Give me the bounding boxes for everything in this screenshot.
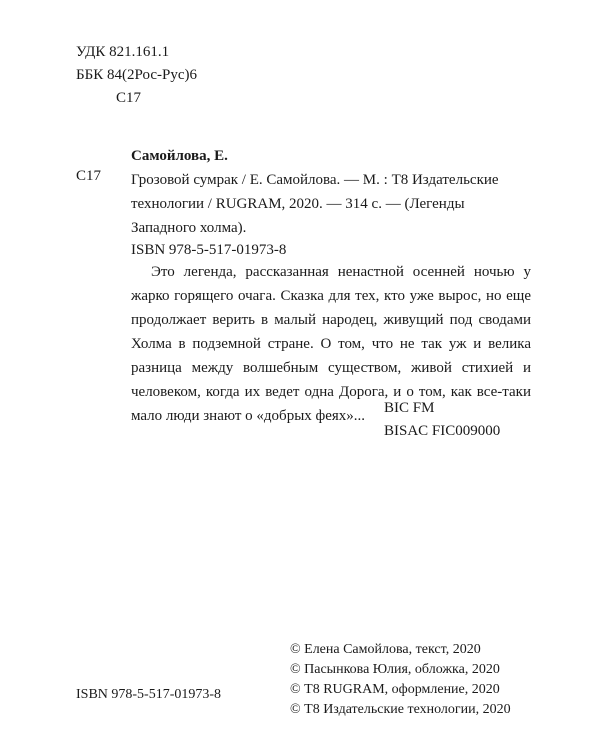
copyright-block: [290, 640, 511, 720]
classification-block: [76, 41, 197, 110]
copyright-line: © Пасынкова Юлия, обложка, 2020: [290, 662, 500, 677]
author-heading: Самойлова, Е.: [131, 148, 228, 164]
bibliographic-record: [131, 160, 531, 240]
author-sign-code: С17: [116, 90, 142, 106]
bic-code: BIC FM: [384, 400, 435, 416]
annotation-paragraph: Это легенда, рассказанная ненастной осенней ночью у жарко горящего очага. Сказка для тех, кто уже вырос, но еще продолжает верить в малый народец, живущий под сводами Холма в подземной стране. О том, что не так уж и велика разница между волшебным существом, живой стихией и человеком, когда их ведет одна Дорога, и о том, как все-таки мало люди знают о «добрых феях»...: [131, 264, 531, 424]
copyright-line: © Т8 Издательские технологии, 2020: [290, 702, 511, 717]
bibliographic-record-text: Грозовой сумрак / Е. Самойлова. — М. : Т8 Издательские технологии / RUGRAM, 2020. — 314 с. — (Легенды Западного холма).: [131, 172, 499, 236]
bbk-code: ББК 84(2Рос-Рус)6: [76, 67, 197, 83]
isbn-bottom: ISBN 978-5-517-01973-8: [76, 687, 222, 702]
isbn-top: ISBN 978-5-517-01973-8: [131, 242, 287, 258]
entry-code: С17: [76, 168, 102, 184]
copyright-line: © Т8 RUGRAM, оформление, 2020: [290, 682, 500, 697]
subject-codes: [384, 397, 500, 443]
copyright-line: © Елена Самойлова, текст, 2020: [290, 642, 481, 657]
bisac-code: BISAC FIC009000: [384, 423, 501, 439]
udk-code: УДК 821.161.1: [76, 44, 170, 60]
